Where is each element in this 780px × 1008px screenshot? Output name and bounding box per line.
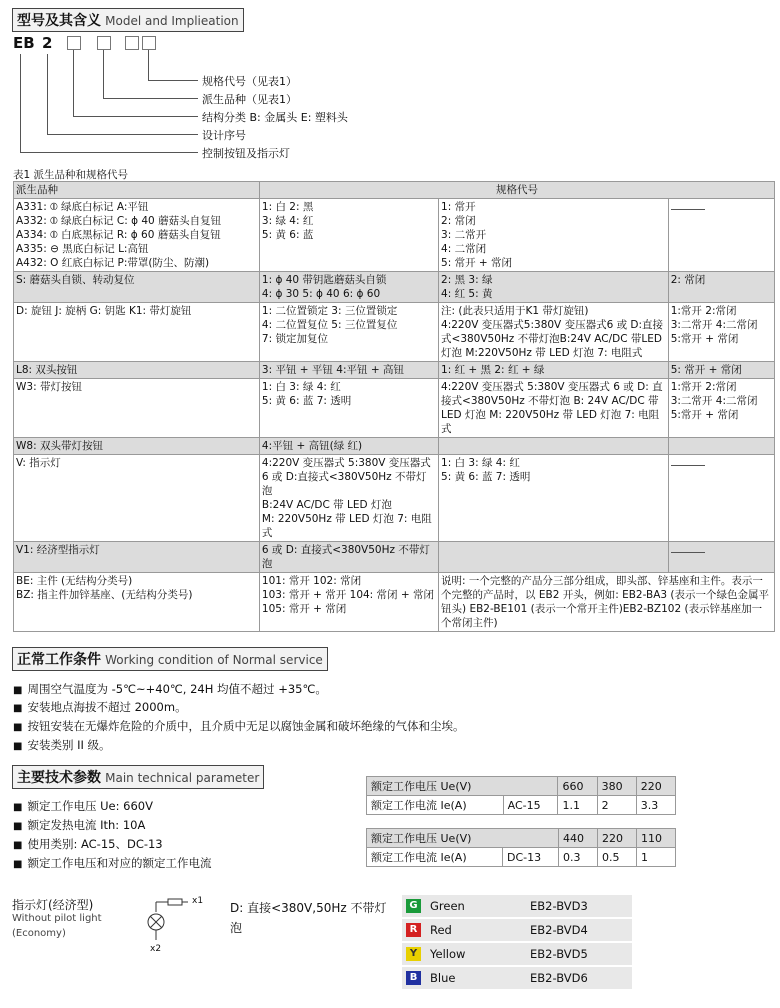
tech-item: ■ 额定工作电压和对应的额定工作电流 — [13, 855, 211, 871]
code-2: 2 — [42, 34, 53, 52]
empty-dash — [671, 552, 705, 553]
cell-spec-c: 2: 常闭 — [668, 272, 774, 303]
legend-design-serial: 设计序号 — [202, 129, 246, 142]
normal-item: ■ 按钮安装在无爆炸危险的介质中，且介质中无足以腐蚀金属和破坏绝缘的气体和尘埃。 — [13, 718, 464, 734]
ac-current-table — [366, 776, 676, 815]
pilot-color-row — [402, 967, 632, 989]
cell-spec-a: 101: 常开 102: 常闭 103: 常开 + 常开 104: 常闭 + 常闭 105: 常开 + 常闭 — [259, 573, 438, 632]
table-row — [14, 199, 775, 272]
normal-section-header — [12, 647, 328, 671]
table-row — [14, 455, 775, 542]
code-eb: EB — [13, 34, 35, 52]
cell-derived: BE: 主件 (无结构分类号) BZ: 指主件加锌基座、(无结构分类号) — [14, 573, 260, 632]
tech-item: ■ 使用类别: AC-15、DC-13 — [13, 836, 163, 852]
color-name: Red — [430, 923, 452, 937]
ac-ue-label: 额定工作电压 Ue(V) — [367, 777, 558, 796]
ac-ue-value: 220 — [636, 777, 675, 796]
table-row — [14, 573, 775, 632]
connector — [73, 50, 74, 116]
cell-spec-c — [668, 455, 774, 542]
connector — [148, 80, 198, 81]
cell-derived: V1: 经济型指示灯 — [14, 542, 260, 573]
legend-spec-code: 规格代号（见表1） — [202, 75, 297, 88]
connector — [20, 54, 21, 152]
model-header-en: Model and Implieation — [105, 14, 239, 28]
cell-spec-b: 1: 白 3: 绿 4: 红 5: 黄 6: 蓝 7: 透明 — [439, 455, 669, 542]
pilot-color-row — [402, 919, 632, 941]
normal-header-en: Working condition of Normal service — [105, 653, 323, 667]
cell-spec-a: 6 或 D: 直接式<380V50Hz 不带灯泡 — [259, 542, 438, 573]
model-number: EB2-BVD5 — [530, 947, 588, 961]
tech-header-en: Main technical parameter — [105, 771, 260, 785]
dc-ue-label: 额定工作电压 Ue(V) — [367, 829, 559, 848]
dc-current-table — [366, 828, 676, 867]
cell-spec-b: 1: 红 + 黑 2: 红 + 绿 — [439, 362, 669, 379]
cell-spec-b: 4:220V 变压器式 5:380V 变压器式 6 或 D: 直接式<380V50Hz 不带灯泡 B: 24V AC/DC 带LED 灯泡 M: 220V50Hz 带 LED 灯泡 7: 电阻式 — [439, 379, 669, 438]
model-header-cn: 型号及其含义 — [17, 13, 101, 29]
connector — [103, 50, 104, 98]
ac-ie-value: 3.3 — [636, 796, 675, 815]
cell-derived: D: 旋钮 J: 旋柄 G: 钥匙 K1: 带灯旋钮 — [14, 303, 260, 362]
dc-ue-value: 220 — [598, 829, 637, 848]
cell-spec-b: 1: 常开 2: 常闭 3: 二常开 4: 二常闭 5: 常开 + 常闭 — [439, 199, 669, 272]
ac-ie-value: 1.1 — [558, 796, 597, 815]
connector — [73, 116, 198, 117]
normal-item: ■ 周围空气温度为 -5℃~+40℃, 24H 均值不超过 +35℃。 — [13, 681, 327, 697]
model-number: EB2-BVD4 — [530, 923, 588, 937]
dc-category: DC-13 — [502, 848, 558, 867]
cell-derived: W3: 带灯按钮 — [14, 379, 260, 438]
color-badge-icon: B — [406, 971, 421, 985]
cell-spec-b: 2: 黑 3: 绿 4: 红 5: 黄 — [439, 272, 669, 303]
connector — [47, 134, 198, 135]
cell-spec-c: 1:常开 2:常闭 3:二常开 4:二常闭 5:常开 + 常闭 — [668, 303, 774, 362]
cell-spec-c — [668, 199, 774, 272]
header-derived: 派生品种 — [14, 182, 260, 199]
color-name: Yellow — [430, 947, 466, 961]
cell-derived: A331: ⦶ 绿底白标记 A:平钮 A332: ⦶ 绿底白标记 C: ϕ 40 蘑菇头自复钮 A334: ⦶ 白底黑标记 R: ϕ 60 蘑菇头自复钮 A335: ⊖ 黑底白标记 L:高钮 A432: O 红底白标记 P:带罩(防尘、防潮) — [14, 199, 260, 272]
color-badge-icon: G — [406, 899, 421, 913]
empty-dash — [671, 209, 705, 210]
pilot-title-en2: (Economy) — [12, 928, 66, 939]
color-badge-icon: Y — [406, 947, 421, 961]
normal-header-cn: 正常工作条件 — [17, 652, 101, 668]
normal-item: ■ 安装类别 II 级。 — [13, 737, 111, 753]
cell-spec-c — [668, 438, 774, 455]
connector — [148, 50, 149, 80]
terminal-x1: x1 — [192, 896, 204, 906]
legend-derived-variety: 派生品种（见表1） — [202, 93, 297, 106]
tech-header-cn: 主要技术参数 — [17, 770, 101, 786]
table-row — [14, 438, 775, 455]
spec-table — [13, 181, 775, 632]
cell-spec-c: 5: 常开 + 常闭 — [668, 362, 774, 379]
dc-ie-value: 0.5 — [598, 848, 637, 867]
color-name: Green — [430, 899, 465, 913]
cell-derived: W8: 双头带灯按钮 — [14, 438, 260, 455]
pilot-color-row — [402, 895, 632, 917]
pilot-color-row — [402, 943, 632, 965]
ac-category: AC-15 — [503, 796, 558, 815]
pilot-title-cn: 指示灯(经济型) — [12, 898, 94, 912]
terminal-x2: x2 — [150, 944, 162, 954]
ac-ie-label: 额定工作电流 Ie(A) — [367, 796, 504, 815]
connector — [20, 152, 198, 153]
dc-ie-label: 额定工作电流 Ie(A) — [367, 848, 503, 867]
cell-spec-a: 1: 白 3: 绿 4: 红 5: 黄 6: 蓝 7: 透明 — [259, 379, 438, 438]
dc-ie-value: 1 — [636, 848, 675, 867]
tech-section-header — [12, 765, 264, 789]
code-box-1 — [67, 36, 81, 50]
ac-ie-value: 2 — [597, 796, 636, 815]
cell-spec-a: 4:平钮 + 高钮(绿 红) — [259, 438, 438, 455]
empty-dash — [671, 465, 705, 466]
connector — [103, 98, 198, 99]
table-row — [14, 542, 775, 573]
connector — [47, 54, 48, 134]
table-row — [14, 303, 775, 362]
ac-ue-value: 660 — [558, 777, 597, 796]
table-row — [14, 362, 775, 379]
normal-item: ■ 安装地点海拔不超过 2000m。 — [13, 699, 187, 715]
cell-derived: S: 蘑菇头自锁、转动复位 — [14, 272, 260, 303]
header-spec: 规格代号 — [259, 182, 774, 199]
cell-derived: V: 指示灯 — [14, 455, 260, 542]
cell-spec-b — [439, 438, 669, 455]
dc-ue-value: 440 — [559, 829, 598, 848]
pilot-description: D: 直接<380V,50Hz 不带灯泡 — [230, 901, 387, 935]
code-box-4 — [142, 36, 156, 50]
ac-ue-value: 380 — [597, 777, 636, 796]
tech-item: ■ 额定工作电压 Ue: 660V — [13, 798, 153, 814]
color-badge-icon: R — [406, 923, 421, 937]
legend-structure: 结构分类 B: 金属头 E: 塑料头 — [202, 111, 348, 124]
cell-spec-c — [668, 542, 774, 573]
cell-spec-a: 1: 白 2: 黑 3: 绿 4: 红 5: 黄 6: 蓝 — [259, 199, 438, 272]
cell-spec-b: 注: (此表只适用于K1 带灯旋钮) 4:220V 变压器式5:380V 变压器式6 或 D:直接式<380V50Hz 不带灯泡B:24V AC/DC 带LED 灯泡 M:220V50Hz 带 LED 灯泡 7: 电阻式 — [439, 303, 669, 362]
legend-product: 控制按钮及指示灯 — [202, 147, 290, 160]
cell-spec-a: 1: ϕ 40 带钥匙蘑菇头自锁 4: ϕ 30 5: ϕ 40 6: ϕ 60 — [259, 272, 438, 303]
code-box-3 — [125, 36, 139, 50]
model-number: EB2-BVD6 — [530, 971, 588, 985]
table-header-row — [14, 182, 775, 199]
dc-ue-value: 110 — [636, 829, 675, 848]
cell-spec-a: 3: 平钮 + 平钮 4:平钮 + 高钮 — [259, 362, 438, 379]
dc-ie-value: 0.3 — [559, 848, 598, 867]
table-row — [14, 379, 775, 438]
cell-spec-a: 1: 二位置锁定 3: 三位置锁定 4: 二位置复位 5: 三位置复位 7: 锁定加复位 — [259, 303, 438, 362]
cell-note: 说明: 一个完整的产品分三部分组成，即头部、锌基座和主件。表示一个完整的产品时，以 EB2 开头，例如: EB2-BA3 (表示一个绿色金属平钮头) EB2-BE101 (表示一个常开主件)EB2-BZ102 (表示锌基座加一个常闭主件) — [439, 573, 775, 632]
table-caption: 表1 派生品种和规格代号 — [13, 169, 129, 181]
cell-spec-c: 1:常开 2:常闭 3:二常开 4:二常闭 5:常开 + 常闭 — [668, 379, 774, 438]
table-row — [14, 272, 775, 303]
color-name: Blue — [430, 971, 456, 985]
cell-derived: L8: 双头按钮 — [14, 362, 260, 379]
model-number: EB2-BVD3 — [530, 899, 588, 913]
cell-spec-b — [439, 542, 669, 573]
tech-item: ■ 额定发热电流 Ith: 10A — [13, 817, 145, 833]
pilot-title-en1: Without pilot light — [12, 913, 102, 924]
model-section-header — [12, 8, 244, 32]
code-box-2 — [97, 36, 111, 50]
cell-spec-a: 4:220V 变压器式 5:380V 变压器式 6 或 D:直接式<380V50Hz 不带灯泡 B:24V AC/DC 带 LED 灯泡 M: 220V50Hz 带 LED 灯泡 7: 电阻式 — [259, 455, 438, 542]
